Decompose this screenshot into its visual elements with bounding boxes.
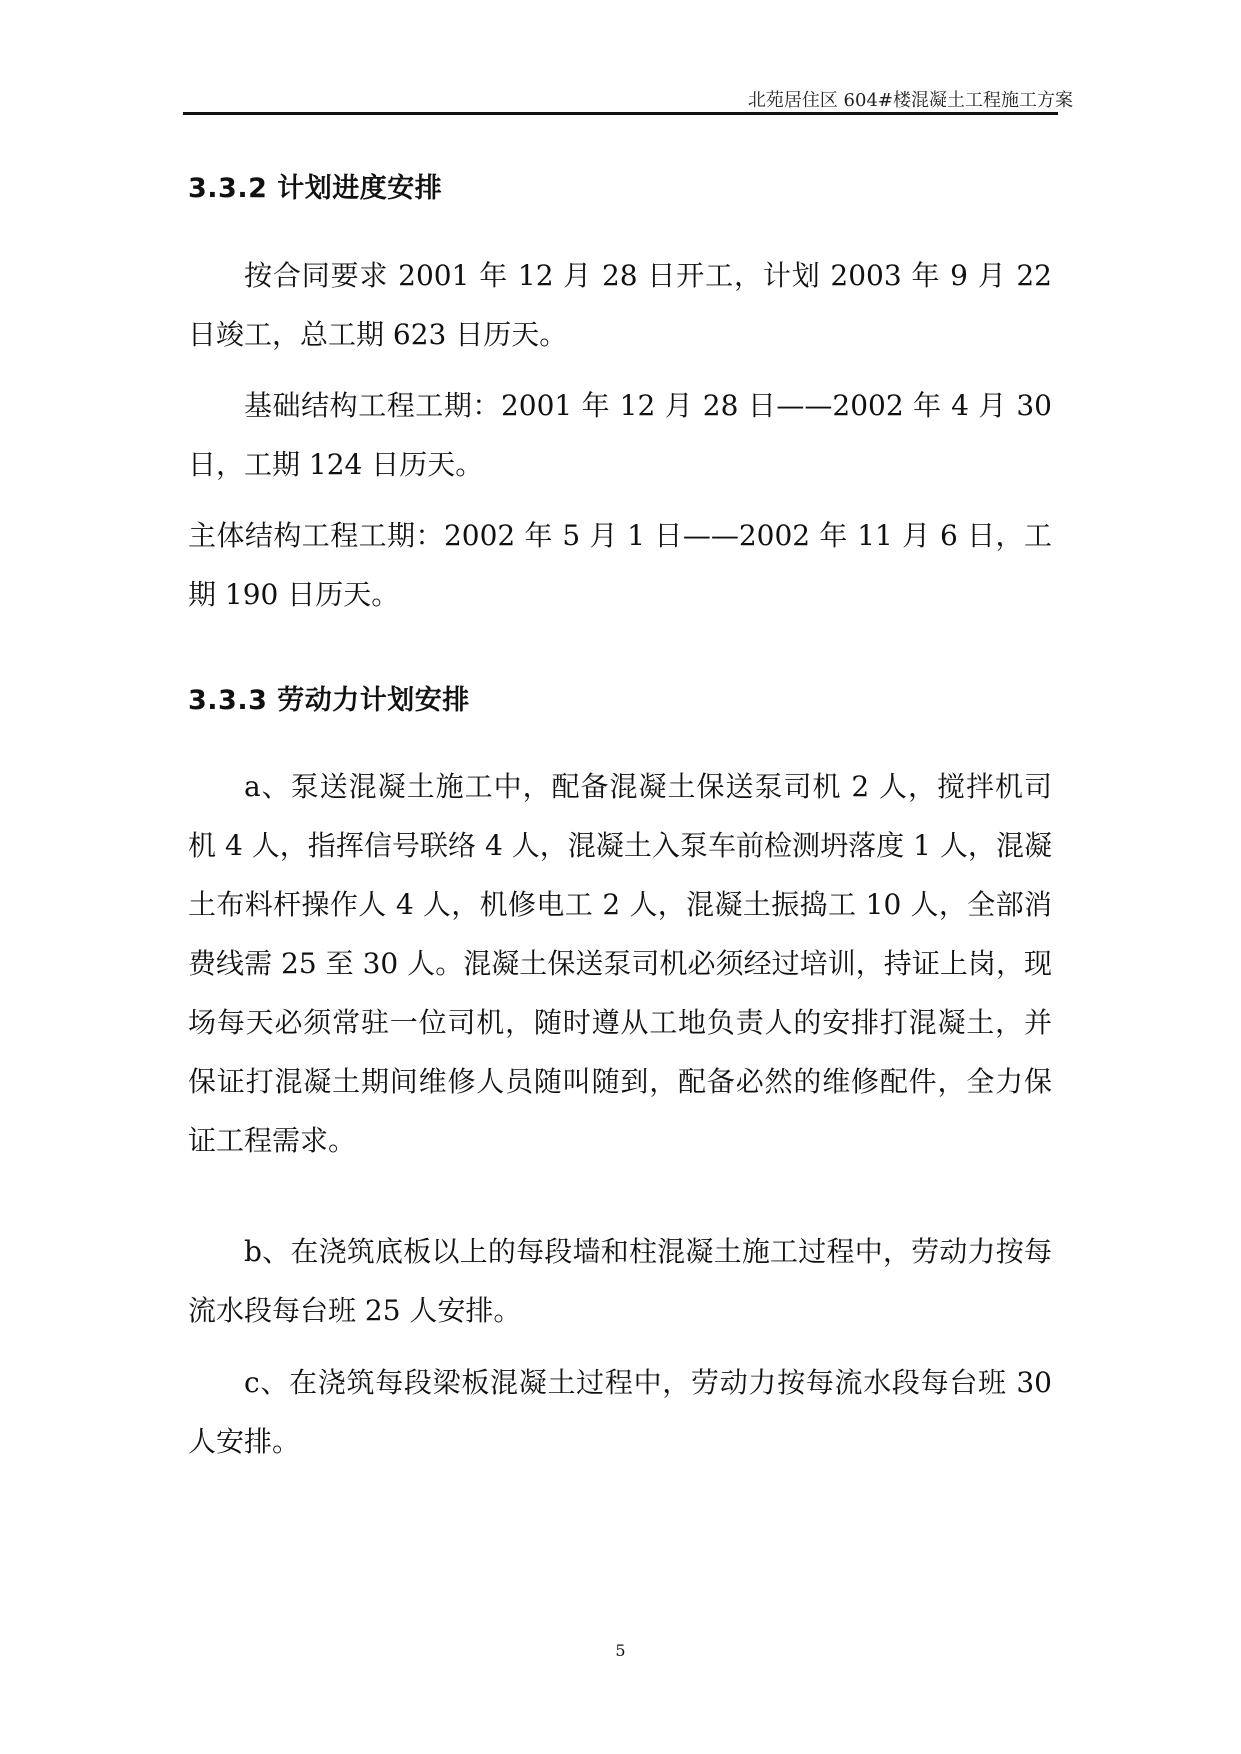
paragraph-labor-c: c、在浇筑每段梁板混凝土过程中，劳动力按每流水段每台班 30 人安排。 xyxy=(188,1366,1052,1458)
paragraph-labor-b: b、在浇筑底板以上的每段墙和柱混凝土施工过程中，劳动力按每流水段每台班 25 人安排。 xyxy=(188,1235,1052,1327)
paragraph-labor-a: a、泵送混凝土施工中，配备混凝土保送泵司机 2 人，搅拌机司机 4 人，指挥信号联络 4 人，混凝土入泵车前检测坍落度 1 人，混凝土布料杆操作人 4 人，机修电工 2 人，混凝土振捣工 10 人，全部消费线需 25 至 30 人。混凝土保送泵司机必须经过培训，持证上岗，现场每天必须常驻一位司机，随时遵从工地负责人的安排打混凝土，并保证打混凝土期间维修人员随叫随到，配备必然的维修配件，全力保证工程需求。 xyxy=(188,770,1052,1157)
header-divider xyxy=(183,112,1058,115)
section-heading-schedule: 3.3.2 计划进度安排 xyxy=(188,173,443,204)
paragraph-main-structure-schedule: 主体结构工程工期：2002 年 5 月 1 日——2002 年 11 月 6 日，工期 190 日历天。 xyxy=(188,519,1052,611)
section-heading-labor: 3.3.3 劳动力计划安排 xyxy=(188,685,470,716)
page-header-title: 北苑居住区 604#楼混凝土工程施工方案 xyxy=(747,90,1073,111)
paragraph-contract-schedule: 按合同要求 2001 年 12 月 28 日开工，计划 2003 年 9 月 22 日竣工，总工期 623 日历天。 xyxy=(188,259,1052,351)
paragraph-foundation-schedule: 基础结构工程工期：2001 年 12 月 28 日——2002 年 4 月 30 日，工期 124 日历天。 xyxy=(188,389,1052,481)
page-number: 5 xyxy=(615,1641,626,1660)
